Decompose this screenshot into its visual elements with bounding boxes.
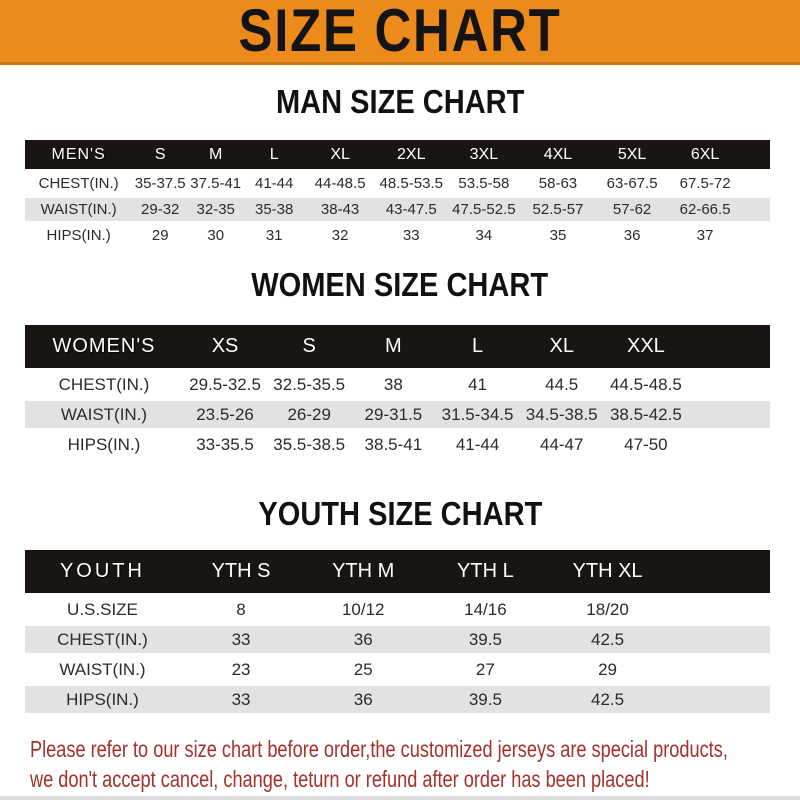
youth-header-spacer: [669, 550, 770, 593]
women-size-value-cell: 34.5-38.5: [520, 401, 604, 428]
women-size-value-cell: 33-35.5: [183, 431, 267, 458]
men-size-value-cell: 30: [188, 224, 243, 247]
youth-size-value-cell: 25: [302, 656, 424, 683]
men-size-value-cell: 36: [596, 224, 669, 247]
banner-title: SIZE CHART: [238, 0, 562, 64]
youth-column-header: YTH L: [424, 550, 546, 593]
men-table-row: [25, 224, 770, 247]
men-row-label: HIPS(IN.): [25, 224, 132, 247]
youth-size-value-cell: 33: [180, 626, 302, 653]
youth-size-value-cell: 29: [546, 656, 668, 683]
women-size-value-cell: 29.5-32.5: [183, 371, 267, 398]
women-size-value-cell: 44.5: [520, 371, 604, 398]
men-section-heading: [0, 85, 800, 119]
youth-row-label: CHEST(IN.): [25, 626, 180, 653]
men-row-label: WAIST(IN.): [25, 198, 132, 221]
women-size-value-cell: 31.5-34.5: [435, 401, 519, 428]
women-row-spacer: [688, 371, 770, 398]
women-size-value-cell: 32.5-35.5: [267, 371, 351, 398]
youth-column-header: YTH M: [302, 550, 424, 593]
women-size-value-cell: 26-29: [267, 401, 351, 428]
women-table-row: [25, 371, 770, 398]
youth-size-value-cell: 39.5: [424, 626, 546, 653]
men-size-value-cell: 47.5-52.5: [447, 198, 520, 221]
men-size-value-cell: 48.5-53.5: [375, 172, 447, 195]
women-row-spacer: [688, 431, 770, 458]
men-row-label: CHEST(IN.): [25, 172, 132, 195]
disclaimer-line-1: Please refer to our size chart before order,the customized jerseys are special products,: [30, 736, 728, 762]
youth-size-value-cell: 36: [302, 686, 424, 713]
women-size-table: [25, 322, 770, 461]
youth-table-row: [25, 626, 770, 653]
youth-corner-label: YOUTH: [25, 550, 180, 593]
youth-row-spacer: [669, 656, 770, 683]
youth-size-table: [25, 547, 770, 716]
youth-size-value-cell: 36: [302, 626, 424, 653]
women-column-header: M: [351, 325, 435, 368]
women-table-row: [25, 401, 770, 428]
youth-section-heading: [0, 497, 800, 531]
men-header-spacer: [742, 140, 770, 169]
women-size-table-container: [0, 322, 800, 461]
women-size-value-cell: 38: [351, 371, 435, 398]
disclaimer-line-2: we don't accept cancel, change, teturn or refund after order has been placed!: [30, 766, 650, 792]
men-column-header: M: [188, 140, 243, 169]
men-size-value-cell: 37.5-41: [188, 172, 243, 195]
youth-size-value-cell: 10/12: [302, 596, 424, 623]
men-size-value-cell: 35-37.5: [132, 172, 188, 195]
youth-size-value-cell: 42.5: [546, 626, 668, 653]
men-size-value-cell: 43-47.5: [375, 198, 447, 221]
women-section-heading: [0, 268, 800, 302]
men-size-table-container: [0, 137, 800, 250]
youth-size-value-cell: 14/16: [424, 596, 546, 623]
men-size-value-cell: 33: [375, 224, 447, 247]
men-size-value-cell: 38-43: [305, 198, 375, 221]
men-section-heading-text: MAN SIZE CHART: [275, 83, 525, 120]
women-size-value-cell: 41: [435, 371, 519, 398]
men-row-spacer: [742, 198, 770, 221]
women-row-label: CHEST(IN.): [25, 371, 183, 398]
women-column-header: XS: [183, 325, 267, 368]
youth-size-value-cell: 33: [180, 686, 302, 713]
men-size-table: [25, 137, 770, 250]
men-column-header: L: [243, 140, 305, 169]
women-column-header: XL: [520, 325, 604, 368]
women-size-value-cell: 44-47: [520, 431, 604, 458]
youth-row-label: HIPS(IN.): [25, 686, 180, 713]
youth-row-spacer: [669, 686, 770, 713]
men-size-value-cell: 29: [132, 224, 188, 247]
women-size-value-cell: 38.5-41: [351, 431, 435, 458]
men-size-value-cell: 37: [669, 224, 742, 247]
women-size-value-cell: 38.5-42.5: [604, 401, 688, 428]
youth-size-value-cell: 27: [424, 656, 546, 683]
women-row-label: HIPS(IN.): [25, 431, 183, 458]
men-corner-label: MEN'S: [25, 140, 132, 169]
men-size-value-cell: 63-67.5: [596, 172, 669, 195]
women-table-row: [25, 431, 770, 458]
youth-size-table-container: [0, 547, 800, 716]
men-column-header: 6XL: [669, 140, 742, 169]
men-size-value-cell: 41-44: [243, 172, 305, 195]
women-corner-label: WOMEN'S: [25, 325, 183, 368]
youth-table-row: [25, 656, 770, 683]
men-size-value-cell: 29-32: [132, 198, 188, 221]
youth-table-row: [25, 686, 770, 713]
women-column-header: XXL: [604, 325, 688, 368]
size-chart-banner: [0, 0, 800, 65]
women-size-value-cell: 41-44: [435, 431, 519, 458]
men-size-value-cell: 32-35: [188, 198, 243, 221]
men-size-value-cell: 57-62: [596, 198, 669, 221]
men-size-value-cell: 62-66.5: [669, 198, 742, 221]
women-section-heading-text: WOMEN SIZE CHART: [251, 266, 549, 303]
youth-size-value-cell: 23: [180, 656, 302, 683]
men-size-value-cell: 67.5-72: [669, 172, 742, 195]
men-column-header: S: [132, 140, 188, 169]
youth-row-spacer: [669, 596, 770, 623]
men-size-value-cell: 53.5-58: [447, 172, 520, 195]
youth-size-value-cell: 42.5: [546, 686, 668, 713]
women-column-header: S: [267, 325, 351, 368]
men-column-header: 3XL: [447, 140, 520, 169]
youth-column-header: YTH XL: [546, 550, 668, 593]
men-row-spacer: [742, 224, 770, 247]
men-row-spacer: [742, 172, 770, 195]
women-size-value-cell: 44.5-48.5: [604, 371, 688, 398]
youth-header-row: [25, 550, 770, 593]
women-header-spacer: [688, 325, 770, 368]
women-size-value-cell: 29-31.5: [351, 401, 435, 428]
youth-column-header: YTH S: [180, 550, 302, 593]
men-size-value-cell: 44-48.5: [305, 172, 375, 195]
men-column-header: XL: [305, 140, 375, 169]
youth-size-value-cell: 18/20: [546, 596, 668, 623]
women-column-header: L: [435, 325, 519, 368]
youth-size-value-cell: 8: [180, 596, 302, 623]
disclaimer: [30, 734, 800, 794]
men-size-value-cell: 35-38: [243, 198, 305, 221]
youth-size-value-cell: 39.5: [424, 686, 546, 713]
men-size-value-cell: 35: [520, 224, 595, 247]
men-table-row: [25, 198, 770, 221]
youth-table-row: [25, 596, 770, 623]
youth-row-label: U.S.SIZE: [25, 596, 180, 623]
women-header-row: [25, 325, 770, 368]
men-header-row: [25, 140, 770, 169]
women-size-value-cell: 35.5-38.5: [267, 431, 351, 458]
women-size-value-cell: 47-50: [604, 431, 688, 458]
youth-section-heading-text: YOUTH SIZE CHART: [258, 495, 542, 532]
men-size-value-cell: 58-63: [520, 172, 595, 195]
men-column-header: 4XL: [520, 140, 595, 169]
bottom-edge-strip: [0, 796, 800, 800]
men-size-value-cell: 52.5-57: [520, 198, 595, 221]
women-size-value-cell: 23.5-26: [183, 401, 267, 428]
men-size-value-cell: 34: [447, 224, 520, 247]
youth-row-spacer: [669, 626, 770, 653]
men-size-value-cell: 31: [243, 224, 305, 247]
women-row-label: WAIST(IN.): [25, 401, 183, 428]
women-row-spacer: [688, 401, 770, 428]
men-column-header: 2XL: [375, 140, 447, 169]
men-table-row: [25, 172, 770, 195]
men-size-value-cell: 32: [305, 224, 375, 247]
men-column-header: 5XL: [596, 140, 669, 169]
youth-row-label: WAIST(IN.): [25, 656, 180, 683]
